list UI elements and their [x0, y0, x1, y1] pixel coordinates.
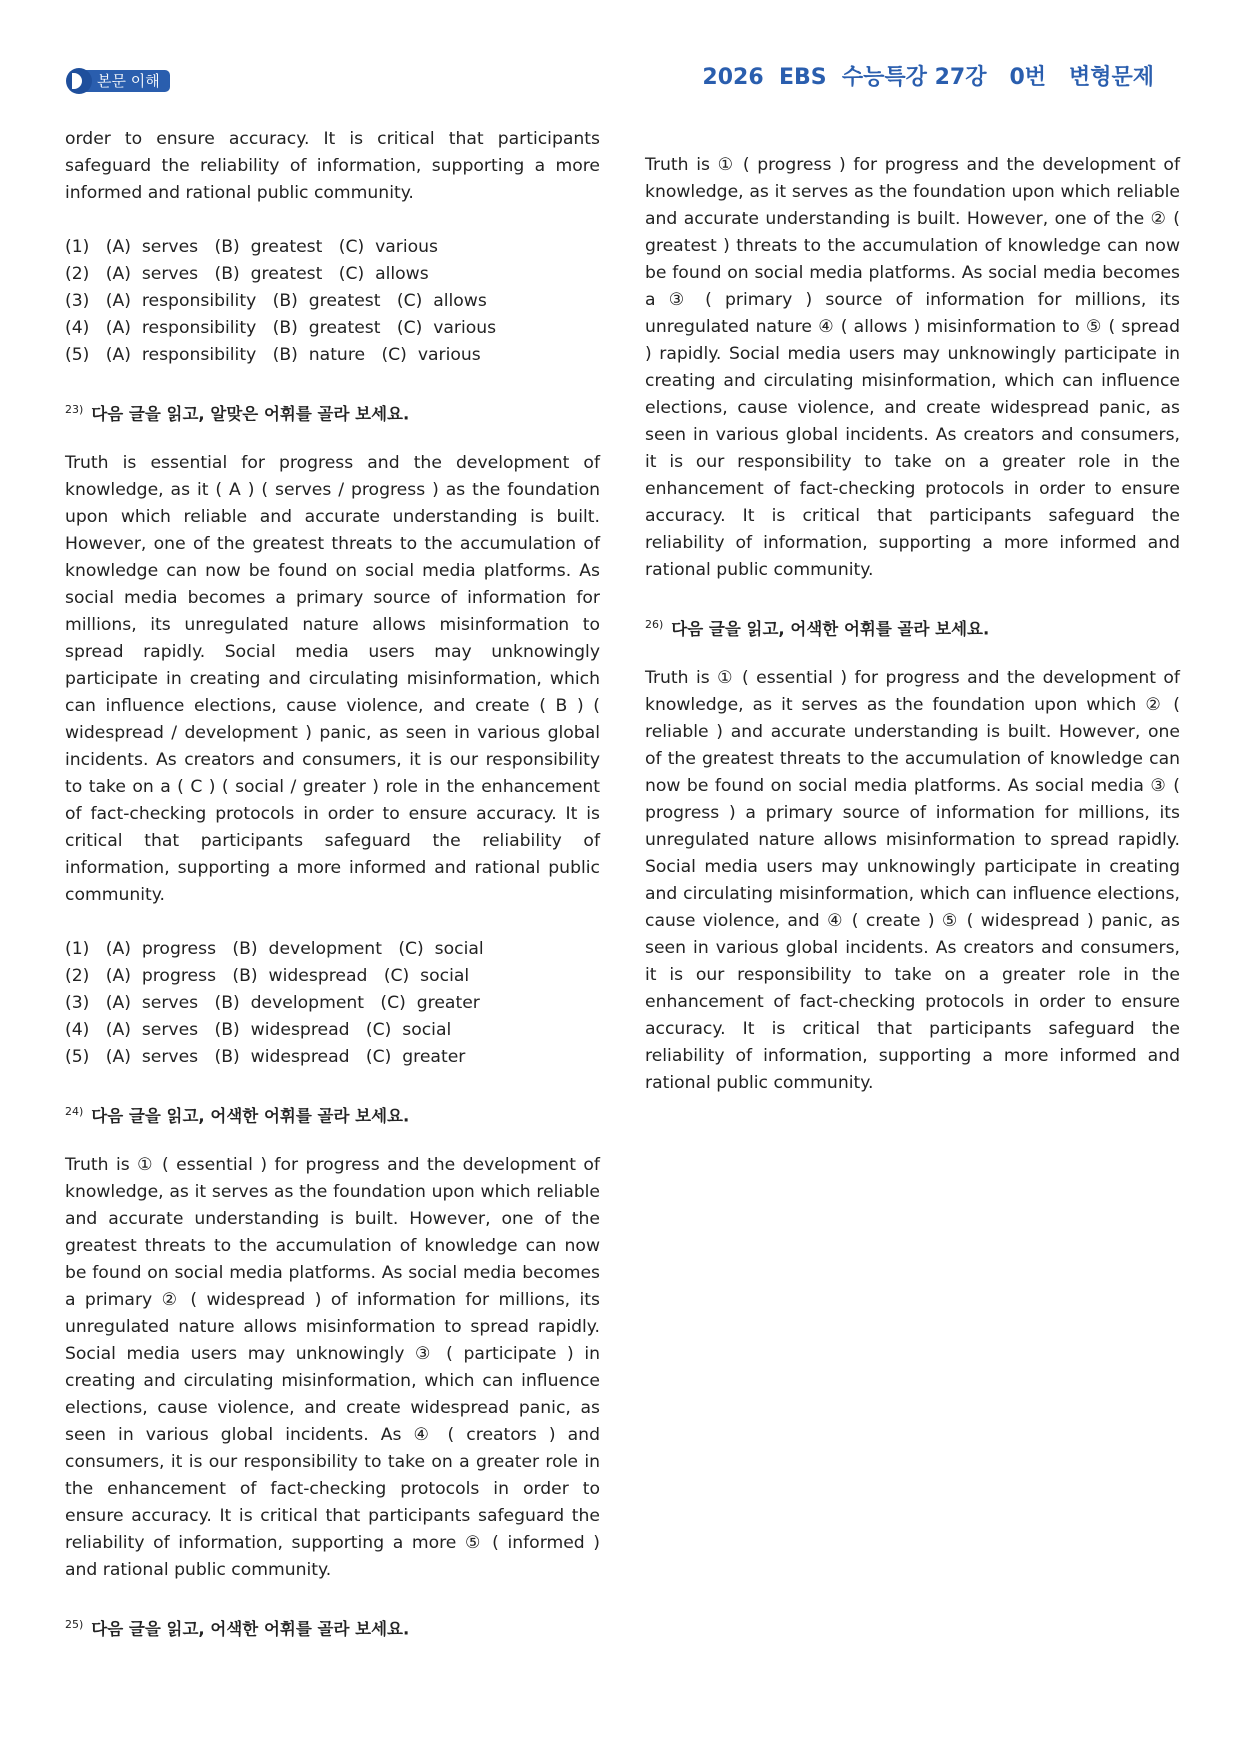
question-25-passage: Truth is ① ( progress ) for progress and the development of knowledge, as it serves as the foundation upon which reliable and accurate understanding is built. However, one of the ② ( greatest ) threats to the accumulation of knowledge can now be found on social media platforms. As social media becomes a ③ ( primary ) source of information for millions, its unregulated nature ④ ( allows ) misinformation to ⑤ ( spread ) rapidly. Social media users may unknowingly participate in creating and circulating misinformation, which can influence elections, cause violence, and create widespread panic, as seen in various global incidents. As creators and consumers, it is our responsibility to take on a greater role in the enhancement of fact-checking protocols in order to ensure accuracy. It is critical that participants safeguard the reliability of information, supporting a more informed and rational public community.	[645, 155, 1180, 580]
question-number: 25)	[65, 1618, 84, 1631]
right-column	[645, 152, 1180, 1124]
question-25-heading	[65, 1611, 600, 1638]
section-badge	[66, 68, 170, 94]
question-instruction: 다음 글을 읽고, 어색한 어휘를 골라 보세요.	[91, 1106, 410, 1126]
question-number: 23)	[65, 403, 84, 416]
answer-choice: (5) (A) serves (B) widespread (C) greater	[65, 1047, 466, 1067]
question-instruction: 다음 글을 읽고, 어색한 어휘를 골라 보세요.	[671, 619, 990, 639]
answer-choice: (1) (A) serves (B) greatest (C) various	[65, 237, 438, 257]
answer-choice: (5) (A) responsibility (B) nature (C) various	[65, 345, 481, 365]
answer-choice: (2) (A) progress (B) widespread (C) social	[65, 966, 470, 986]
question-24-passage: Truth is ① ( essential ) for progress and the development of knowledge, as it serves as the foundation upon which reliable and accurate understanding is built. However, one of the greatest threats to the accumulation of knowledge can now be found on social media platforms. As social media becomes a primary ② ( widespread ) of information for millions, its unregulated nature allows misinformation to spread rapidly. Social media users may unknowingly ③ ( participate ) in creating and circulating misinformation, which can influence elections, cause violence, and create widespread panic, as seen in various global incidents. As ④ ( creators ) and consumers, it is our responsibility to take on a greater role in the enhancement of fact-checking protocols in order to ensure accuracy. It is critical that participants safeguard the reliability of information, supporting a more ⑤ ( informed ) and rational public community.	[65, 1155, 600, 1580]
left-column	[65, 126, 600, 1665]
question-number: 26)	[645, 618, 664, 631]
half-circle-icon	[66, 68, 92, 94]
continued-passage: order to ensure accuracy. It is critical that participants safeguard the reliability of information, supporting a more informed and rational public community.	[65, 129, 600, 203]
q23-choices	[65, 936, 600, 1071]
question-26-heading	[645, 611, 1180, 638]
badge-label: 본문 이해	[79, 70, 170, 92]
question-instruction: 다음 글을 읽고, 어색한 어휘를 골라 보세요.	[91, 1619, 410, 1639]
question-24-heading	[65, 1098, 600, 1125]
answer-choice: (2) (A) serves (B) greatest (C) allows	[65, 264, 429, 284]
question-number: 24)	[65, 1105, 84, 1118]
answer-choice: (4) (A) serves (B) widespread (C) social	[65, 1020, 452, 1040]
question-26-passage: Truth is ① ( essential ) for progress and the development of knowledge, as it serves as the foundation upon which ② ( reliable ) and accurate understanding is built. However, one of the greatest threats to the accumulation of knowledge can now be found on social media platforms. As social media ③ ( progress ) a primary source of information for millions, its unregulated nature allows misinformation to spread rapidly. Social media users may unknowingly participate in creating and circulating misinformation, which can influence elections, cause violence, and ④ ( create ) ⑤ ( widespread ) panic, as seen in various global incidents. As creators and consumers, it is our responsibility to take on a greater role in the enhancement of fact-checking protocols in order to ensure accuracy. It is critical that participants safeguard the reliability of information, supporting a more informed and rational public community.	[645, 668, 1180, 1093]
question-instruction: 다음 글을 읽고, 알맞은 어휘를 골라 보세요.	[91, 404, 410, 424]
question-23-passage: Truth is essential for progress and the development of knowledge, as it ( A ) ( serves / progress ) as the foundation upon which reliable and accurate understanding is built. However, one of the greatest threats to the accumulation of knowledge can now be found on social media platforms. As social media becomes a primary source of information for millions, its unregulated nature allows misinformation to spread rapidly. Social media users may unknowingly participate in creating and circulating misinformation, which can influence elections, cause violence, and create ( B ) ( widespread / development ) panic, as seen in various global incidents. As creators and consumers, it is our responsibility to take on a ( C ) ( social / greater ) role in the enhancement of fact-checking protocols in order to ensure accuracy. It is critical that participants safeguard the reliability of information, supporting a more informed and rational public community.	[65, 453, 600, 905]
q22-choices	[65, 234, 600, 369]
answer-choice: (1) (A) progress (B) development (C) social	[65, 939, 484, 959]
answer-choice: (4) (A) responsibility (B) greatest (C) various	[65, 318, 497, 338]
question-23-heading	[65, 396, 600, 423]
page-title: 2026 EBS 수능특강 27강 0번 변형문제	[702, 65, 1154, 90]
answer-choice: (3) (A) responsibility (B) greatest (C) allows	[65, 291, 487, 311]
answer-choice: (3) (A) serves (B) development (C) greater	[65, 993, 480, 1013]
